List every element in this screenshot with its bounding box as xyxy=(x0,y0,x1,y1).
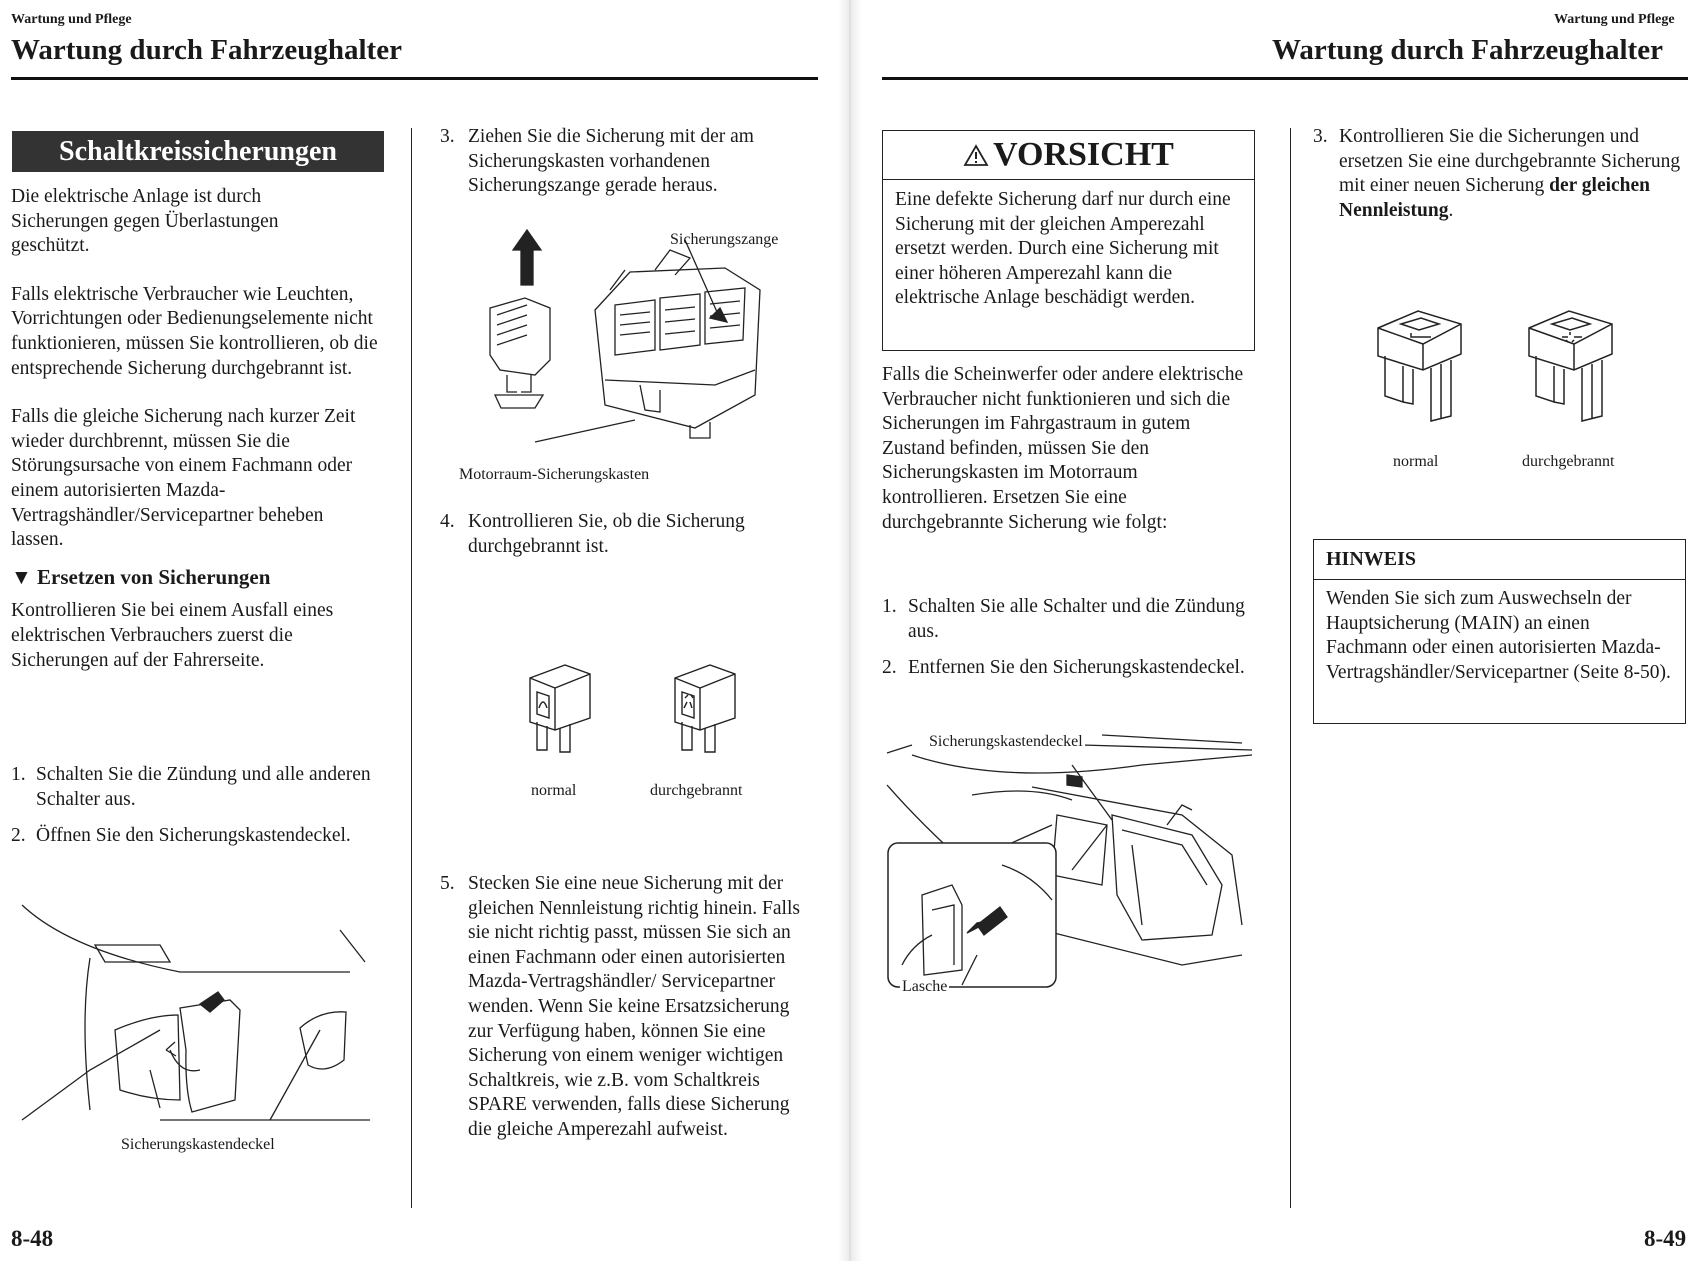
step-text: Schalten Sie alle Schalter und die Zündung aus. xyxy=(908,596,1245,642)
warning-triangle-icon xyxy=(963,133,989,181)
step-number: 2. xyxy=(882,657,897,678)
running-header-title: Wartung durch Fahrzeughalter xyxy=(11,34,402,66)
triangle-down-icon: ▼ xyxy=(11,564,32,589)
figure-label: Sicherungskastendeckel xyxy=(929,733,1083,750)
paragraph: Die elektrische Anlage ist durch Sicherungen gegen Überlastungen geschützt. xyxy=(11,186,279,257)
figure-label: Lasche xyxy=(902,978,948,995)
column-divider xyxy=(1290,128,1291,1208)
step-item xyxy=(11,824,371,849)
step-number: 4. xyxy=(440,511,455,532)
paragraph: Falls die gleiche Sicherung nach kurzer Zeit wieder durchbrennt, müssen Sie die Störungsursache von einem Fachmann oder einem autorisierten Mazda-Vertragshändler/Servicepartner beheben lassen. xyxy=(11,406,356,551)
note-title: HINWEIS xyxy=(1314,540,1685,580)
step-item xyxy=(882,595,1252,644)
step-number: 3. xyxy=(440,126,455,147)
running-header-small: Wartung und Pflege xyxy=(11,12,132,27)
left-col-text xyxy=(11,185,381,673)
step-text-part: Kontrollieren Sie die Sicherungen und ersetzen Sie eine durchgebrannte Sicherung mit einer neuen Sicherung xyxy=(1339,126,1681,197)
step-item xyxy=(882,656,1252,681)
fuse-box-cover-illustration xyxy=(10,900,380,1145)
step-text: Ziehen Sie die Sicherung mit der am Sicherungskasten vorhandenen Sicherungszange gerade heraus. xyxy=(468,126,754,197)
caution-box xyxy=(882,130,1255,351)
step-text: Stecken Sie eine neue Sicherung mit der gleichen Nennleistung richtig hinein. Falls sie nicht richtig passt, müssen Sie sich an einen Fachmann oder einen autorisierten Mazda-Vertragshändler/ Servicepartner wenden. Wenn Sie keine Ersatzsicherung zur Verfügung haben, können Sie eine Sicherung von einem weniger wichtigen Schaltkreis, wie z.B. vom Schaltkreis SPARE verwenden, falls diese Sicherung die gleiche Amperezahl aufweist. xyxy=(468,873,800,1140)
step-text: Schalten Sie die Zündung und alle anderen Schalter aus. xyxy=(36,764,371,810)
section-title: Schaltkreissicherungen xyxy=(12,131,384,172)
step-number: 1. xyxy=(11,764,26,785)
mini-fuse-normal-illustration xyxy=(1373,306,1468,426)
header-rule xyxy=(11,77,818,80)
right-col-text xyxy=(882,363,1247,535)
figure-label: Motorraum-Sicherungskasten xyxy=(459,466,650,483)
fuse-label-normal: normal xyxy=(531,782,577,799)
column-divider xyxy=(411,128,412,1208)
paragraph: Falls die Scheinwerfer oder andere elektrische Verbraucher nicht funktionieren und sich die Sicherungen im Fahrgastraum in gutem Zustand befinden, müssen Sie den Sicherungskasten im Motorraum kontrollieren. Ersetzen Sie eine durchgebrannte Sicherung wie folgt: xyxy=(882,364,1244,533)
step-text-part: . xyxy=(1448,199,1454,221)
page-number: 8-49 xyxy=(1644,1226,1687,1251)
fuse-normal-illustration xyxy=(525,660,595,755)
fuse-label-blown: durchgebrannt xyxy=(1522,453,1615,470)
step-text xyxy=(1339,125,1688,223)
paragraph: Falls elektrische Verbraucher wie Leuchten, Vorrichtungen oder Bedienungselemente nicht funktionieren, müssen Sie kontrollieren, ob die entsprechende Sicherung durchgebrannt ist. xyxy=(11,283,378,379)
paragraph: Kontrollieren Sie bei einem Ausfall eines elektrischen Verbrauchers zuerst die Sicherungen auf der Fahrerseite. xyxy=(11,600,334,671)
mini-fuse-blown-illustration xyxy=(1524,306,1619,426)
step-text: Kontrollieren Sie, ob die Sicherung durchgebrannt ist. xyxy=(468,511,745,557)
step-text: Entfernen Sie den Sicherungskastendeckel. xyxy=(908,657,1245,678)
subheading xyxy=(11,565,381,590)
figure-label: Sicherungszange xyxy=(670,231,779,248)
running-header-title: Wartung durch Fahrzeughalter xyxy=(1272,34,1663,66)
header-rule xyxy=(882,77,1688,80)
fuse-label-blown: durchgebrannt xyxy=(650,782,743,799)
fuse-label-normal: normal xyxy=(1393,453,1439,470)
step-item xyxy=(440,872,815,1143)
step-item xyxy=(1313,125,1688,223)
step-text: Öffnen Sie den Sicherungskastendeckel. xyxy=(36,825,351,846)
note-box xyxy=(1313,539,1686,724)
step-item xyxy=(11,763,371,812)
figure-caption: Sicherungskastendeckel xyxy=(121,1136,275,1153)
step-number: 3. xyxy=(1313,126,1328,147)
fuse-puller-illustration xyxy=(455,230,805,470)
caution-text: Eine defekte Sicherung darf nur durch eine Sicherung mit der gleichen Amperezahl ersetzt werden. Durch eine Sicherung mit einer höheren Amperezahl kann die elektrische Anlage beschädigt werden. xyxy=(895,189,1231,309)
caution-heading xyxy=(883,131,1254,180)
step-number: 5. xyxy=(440,873,455,894)
engine-fuse-box-illustration xyxy=(882,725,1257,995)
note-text: Wenden Sie sich zum Auswechseln der Hauptsicherung (MAIN) an einen Fachmann oder einen autorisierten Mazda-Vertragshändler/Servicepartner (Seite 8-50). xyxy=(1326,588,1671,683)
step-item xyxy=(440,125,800,199)
fuse-blown-illustration xyxy=(670,660,740,755)
caution-title: VORSICHT xyxy=(993,136,1174,173)
running-header-small: Wartung und Pflege xyxy=(1554,12,1675,27)
page-number: 8-48 xyxy=(11,1226,54,1251)
step-item xyxy=(440,510,800,559)
subheading-text: Ersetzen von Sicherungen xyxy=(37,564,271,589)
step-number: 1. xyxy=(882,596,897,617)
step-number: 2. xyxy=(11,825,26,846)
step-text-emphasis: der gleichen Nennleistung xyxy=(1339,175,1651,221)
